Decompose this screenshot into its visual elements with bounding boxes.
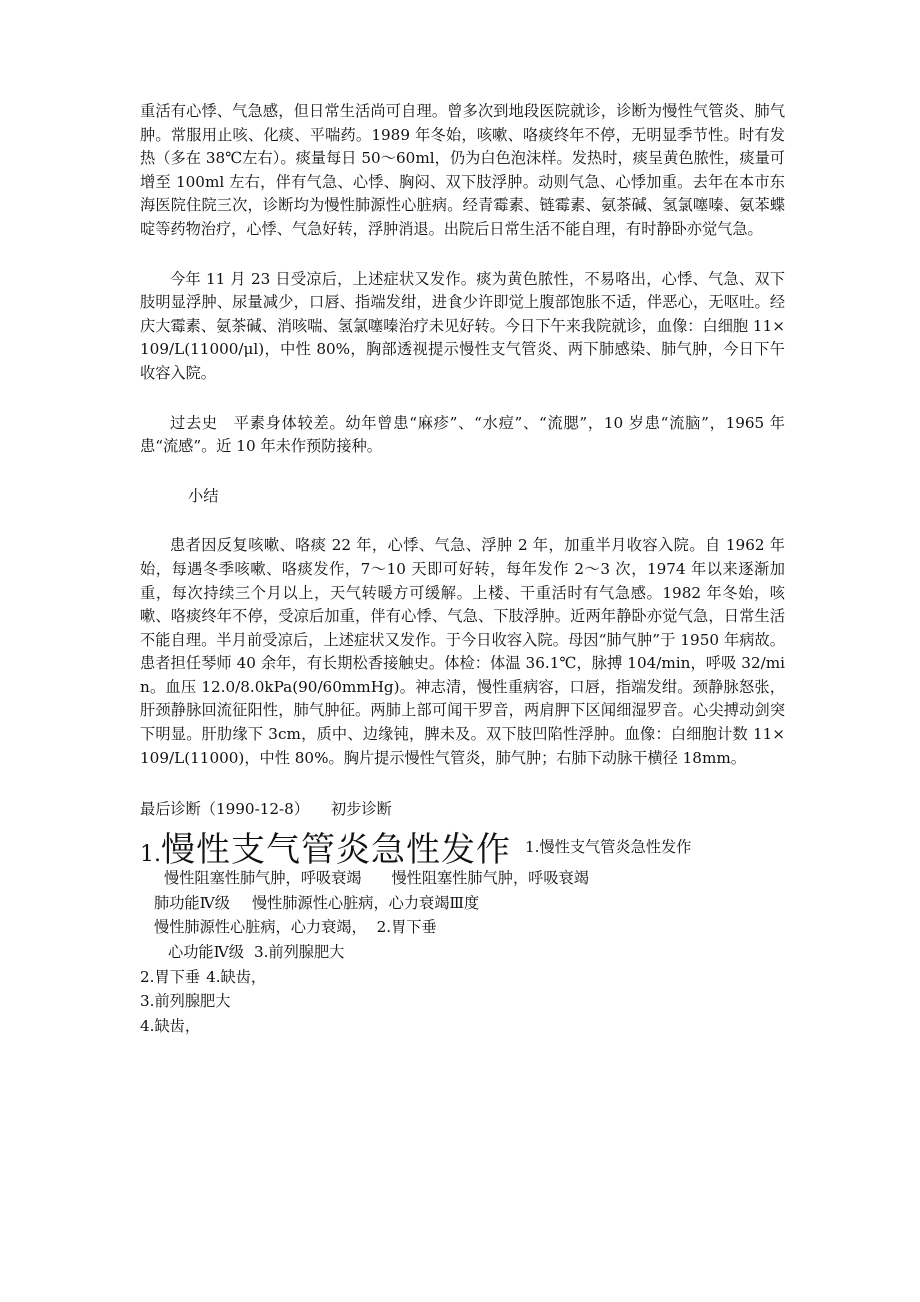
diagnosis-line: 4.缺齿， xyxy=(140,1016,201,1035)
diagnosis-item: 慢性阻塞性肺气肿，呼吸衰竭 xyxy=(391,869,589,888)
diagnosis-big-number: 1. xyxy=(140,842,161,868)
diagnosis-item: 2.胃下垂 xyxy=(140,967,201,986)
paragraph-gap xyxy=(140,386,785,412)
past-history-paragraph: 过去史 平素身体较差。幼年曾患“麻疹”、“水痘”、“流腮”，10 岁患“流脑”，1965 年患“流感”。近 10 年未作预防接种。 xyxy=(140,413,785,456)
diagnosis-item: 慢性阻塞性肺气肿，呼吸衰竭 xyxy=(164,869,362,888)
diagnosis-item: 3.前列腺肥大 xyxy=(253,943,345,962)
summary-paragraph: 患者因反复咳嗽、咯痰 22 年，心悸、气急、浮肿 2 年，加重半月收容入院。自 1962 年始，每遇冬季咳嗽、咯痰发作，7～10 天即可好转，每年发作 2～3 次，1974 年以来逐渐加重，每次持续三个月以上，天气转暖方可缓解。上楼、干重活时有气急感。1982 年冬始，咳嗽、咯痰终年不停，受凉后加重，伴有心悸、气急、下肢浮肿。近两年静卧亦觉气急，日常生活不能自理。半月前受凉后，上述症状又发作。于今日收容入院。母因“肺气肿”于 1950 年病故。患者担任琴师 40 余年，有长期松香接触史。体检：体温 36.1℃，脉搏 104/min，呼吸 32/min。血压 12.0/8.0kPa(90/60mmHg)。神志清，慢性重病容，口唇，指端发绀。颈静脉怒张，肝颈静脉回流征阳性，肺气肿征。两肺上部可闻干罗音，两肩胛下区闻细湿罗音。心尖搏动剑突下明显。肝肋缘下 3cm，质中、边缘钝，脾未及。双下肢凹陷性浮肿。血像：白细胞计数 11×109/L(11000)，中性 80%。胸片提示慢性气管炎，肺气肿；右肺下动脉干横径 18mm。 xyxy=(140,536,785,767)
paragraph-gap xyxy=(140,459,785,485)
paragraph-gap xyxy=(140,508,785,534)
diagnosis-line xyxy=(140,965,785,990)
history-paragraph-2: 今年 11 月 23 日受凉后，上述症状又发作。痰为黄色脓性，不易咯出，心悸、气急、双下肢明显浮肿、尿量减少，口唇、指端发绀，进食少许即觉上腹部饱胀不适，伴恶心，无呕吐。经庆大霉素、氨茶碱、消咳喘、氢氯噻嗪治疗未见好转。今日下午来我院就诊，血像：白细胞 11×109/L(11000/μl)，中性 80%，胸部透视提示慢性支气管炎、两下肺感染、肺气肿，今日下午收容入院。 xyxy=(140,269,785,382)
paragraph-gap xyxy=(140,770,785,796)
diagnosis-item: 肺功能Ⅳ级 xyxy=(154,893,230,912)
diagnosis-item: 4.缺齿， xyxy=(206,967,267,986)
diagnosis-primary-line xyxy=(140,822,785,871)
history-paragraph-1: 重活有心悸、气急感，但日常生活尚可自理。曾多次到地段医院就诊，诊断为慢性气管炎、肺气肿。常服用止咳、化痰、平喘药。1989 年冬始，咳嗽、咯痰终年不停，无明显季节性。时有发热（多在 38℃左右）。痰量每日 50～60ml，仍为白色泡沫样。发热时，痰呈黄色脓性，痰量可增至 100ml 左右，伴有气急、心悸、胸闷、双下肢浮肿。动则气急、心悸加重。去年在本市东海医院住院三次，诊断均为慢性肺源性心脏病。经青霉素、链霉素、氨茶碱、氢氯噻嗪、氨苯蝶啶等药物治疗，心悸、气急好转，浮肿消退。出院后日常生活不能自理，有时静卧亦觉气急。 xyxy=(140,102,785,238)
summary-heading: 小结 xyxy=(188,486,219,505)
diagnosis-header xyxy=(140,798,785,820)
document-page xyxy=(140,100,785,1038)
diagnosis-small-text: 1.慢性支气管炎急性发作 xyxy=(525,838,692,857)
diagnosis-item: 慢性肺源性心脏病，心力衰竭， xyxy=(154,918,367,937)
diagnosis-item: 心功能Ⅳ级 xyxy=(168,943,244,962)
diagnosis-item: 2.胃下垂 xyxy=(376,918,437,937)
diagnosis-line xyxy=(140,891,785,916)
diagnosis-line xyxy=(140,915,785,940)
final-diagnosis-label: 最后诊断（1990-12-8） xyxy=(140,800,310,819)
diagnosis-line xyxy=(140,940,785,965)
paragraph-gap xyxy=(140,242,785,268)
diagnosis-item: 慢性肺源性心脏病，心力衰竭Ⅲ度 xyxy=(251,893,480,912)
initial-diagnosis-label: 初步诊断 xyxy=(331,800,392,819)
diagnosis-line: 3.前列腺肥大 xyxy=(140,992,231,1011)
diagnosis-big-text: 慢性支气管炎急性发作 xyxy=(161,830,511,871)
